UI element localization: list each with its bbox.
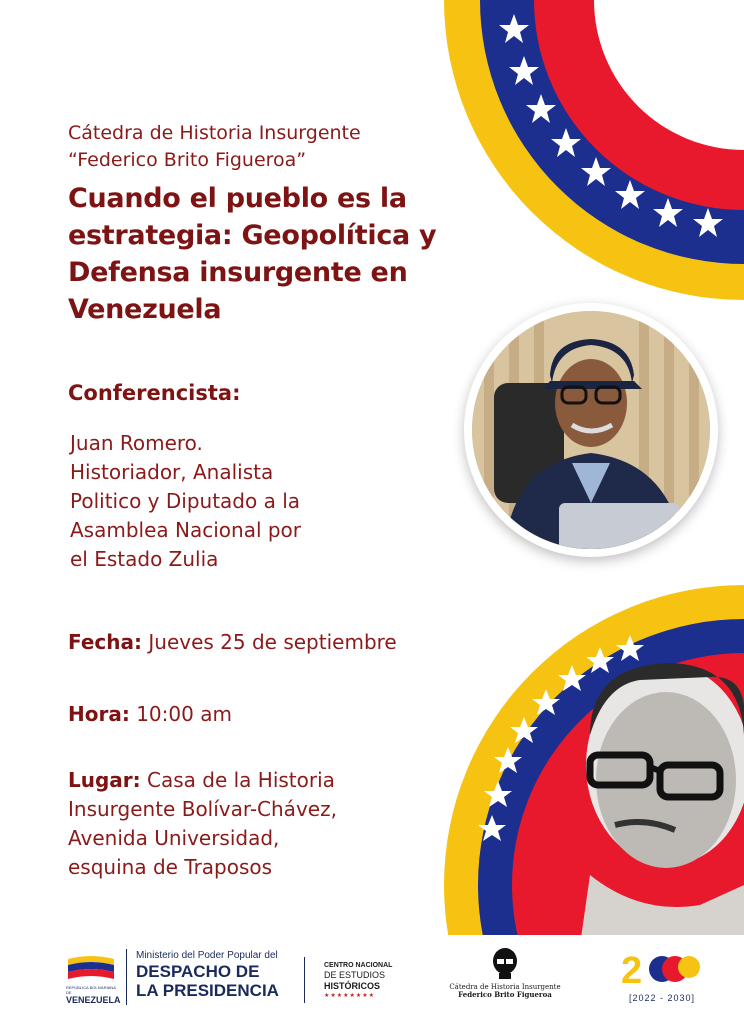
date-value: Jueves 25 de septiembre: [142, 630, 397, 654]
speaker-label: Conferencista:: [68, 381, 241, 405]
location-value: Casa de la Historia: [140, 768, 335, 792]
date-label: Fecha:: [68, 630, 143, 654]
subtitle: [68, 120, 488, 174]
subtitle-line: “Federico Brito Figueroa”: [68, 149, 307, 171]
cnh-text: CENTRO NACIONAL: [324, 962, 393, 969]
bottom-flag-arc: [440, 585, 744, 945]
time-row: [68, 700, 232, 729]
divider: [126, 949, 127, 1005]
catedra-text: Federico Brito Figueroa: [458, 990, 552, 999]
title-line: estrategia: Geopolítica y: [68, 220, 437, 251]
location-row: [68, 766, 428, 882]
bio-line: Asamblea Nacional por: [70, 518, 302, 542]
title-line: Defensa insurgente en: [68, 257, 408, 288]
catedra-logo: [440, 947, 570, 999]
date-row: [68, 628, 397, 657]
venezuela-text: VENEZUELA: [66, 995, 121, 1005]
cnh-text: HISTÓRICOS: [324, 981, 381, 991]
catedra-text: Cátedra de Historia Insurgente: [449, 983, 561, 991]
svg-text:2: 2: [621, 950, 643, 989]
bio-line: el Estado Zulia: [70, 547, 219, 571]
ministry-big-text: DESPACHO DE: [136, 962, 260, 981]
portrait-photo: [464, 303, 718, 557]
bio-line: Politico y Diputado a la: [70, 489, 301, 513]
bio-line: Juan Romero.: [70, 431, 203, 455]
location-line: esquina de Traposos: [68, 855, 273, 879]
event-title: [68, 180, 488, 328]
footer-logos: [0, 935, 744, 1024]
venezuela-logo: [66, 953, 122, 1003]
ministry-small-text: Ministerio del Poder Popular del: [136, 950, 278, 961]
title-line: Venezuela: [68, 294, 222, 325]
venezuela-small-text: REPÚBLICA BOLIVARIANA DE: [66, 985, 116, 995]
subtitle-line: Cátedra de Historia Insurgente: [68, 122, 361, 144]
plan-years-text: [2022 - 2030]: [628, 993, 696, 1003]
profile-logo: [487, 947, 523, 979]
flag-logo: [66, 953, 116, 981]
plan-2030-logo: [614, 947, 710, 1004]
plan-logo-graphic: [617, 947, 707, 989]
location-line: Insurgente Bolívar-Chávez,: [68, 797, 337, 821]
location-line: Avenida Universidad,: [68, 826, 280, 850]
speaker-bio: [70, 429, 430, 574]
location-label: Lugar:: [68, 768, 141, 792]
ministry-logo: [136, 949, 306, 1000]
ministry-big-text: LA PRESIDENCIA: [136, 981, 279, 1000]
title-line: Cuando el pueblo es la: [68, 183, 407, 214]
cnh-text: DE ESTUDIOS: [324, 970, 386, 980]
cnh-logo: CENTRO NACIONAL DE ESTUDIOS HISTÓRICOS ★★★★★★★★: [324, 961, 404, 1000]
bio-line: Historiador, Analista: [70, 460, 274, 484]
divider: [304, 957, 305, 1003]
time-value: 10:00 am: [129, 702, 232, 726]
time-label: Hora:: [68, 702, 130, 726]
